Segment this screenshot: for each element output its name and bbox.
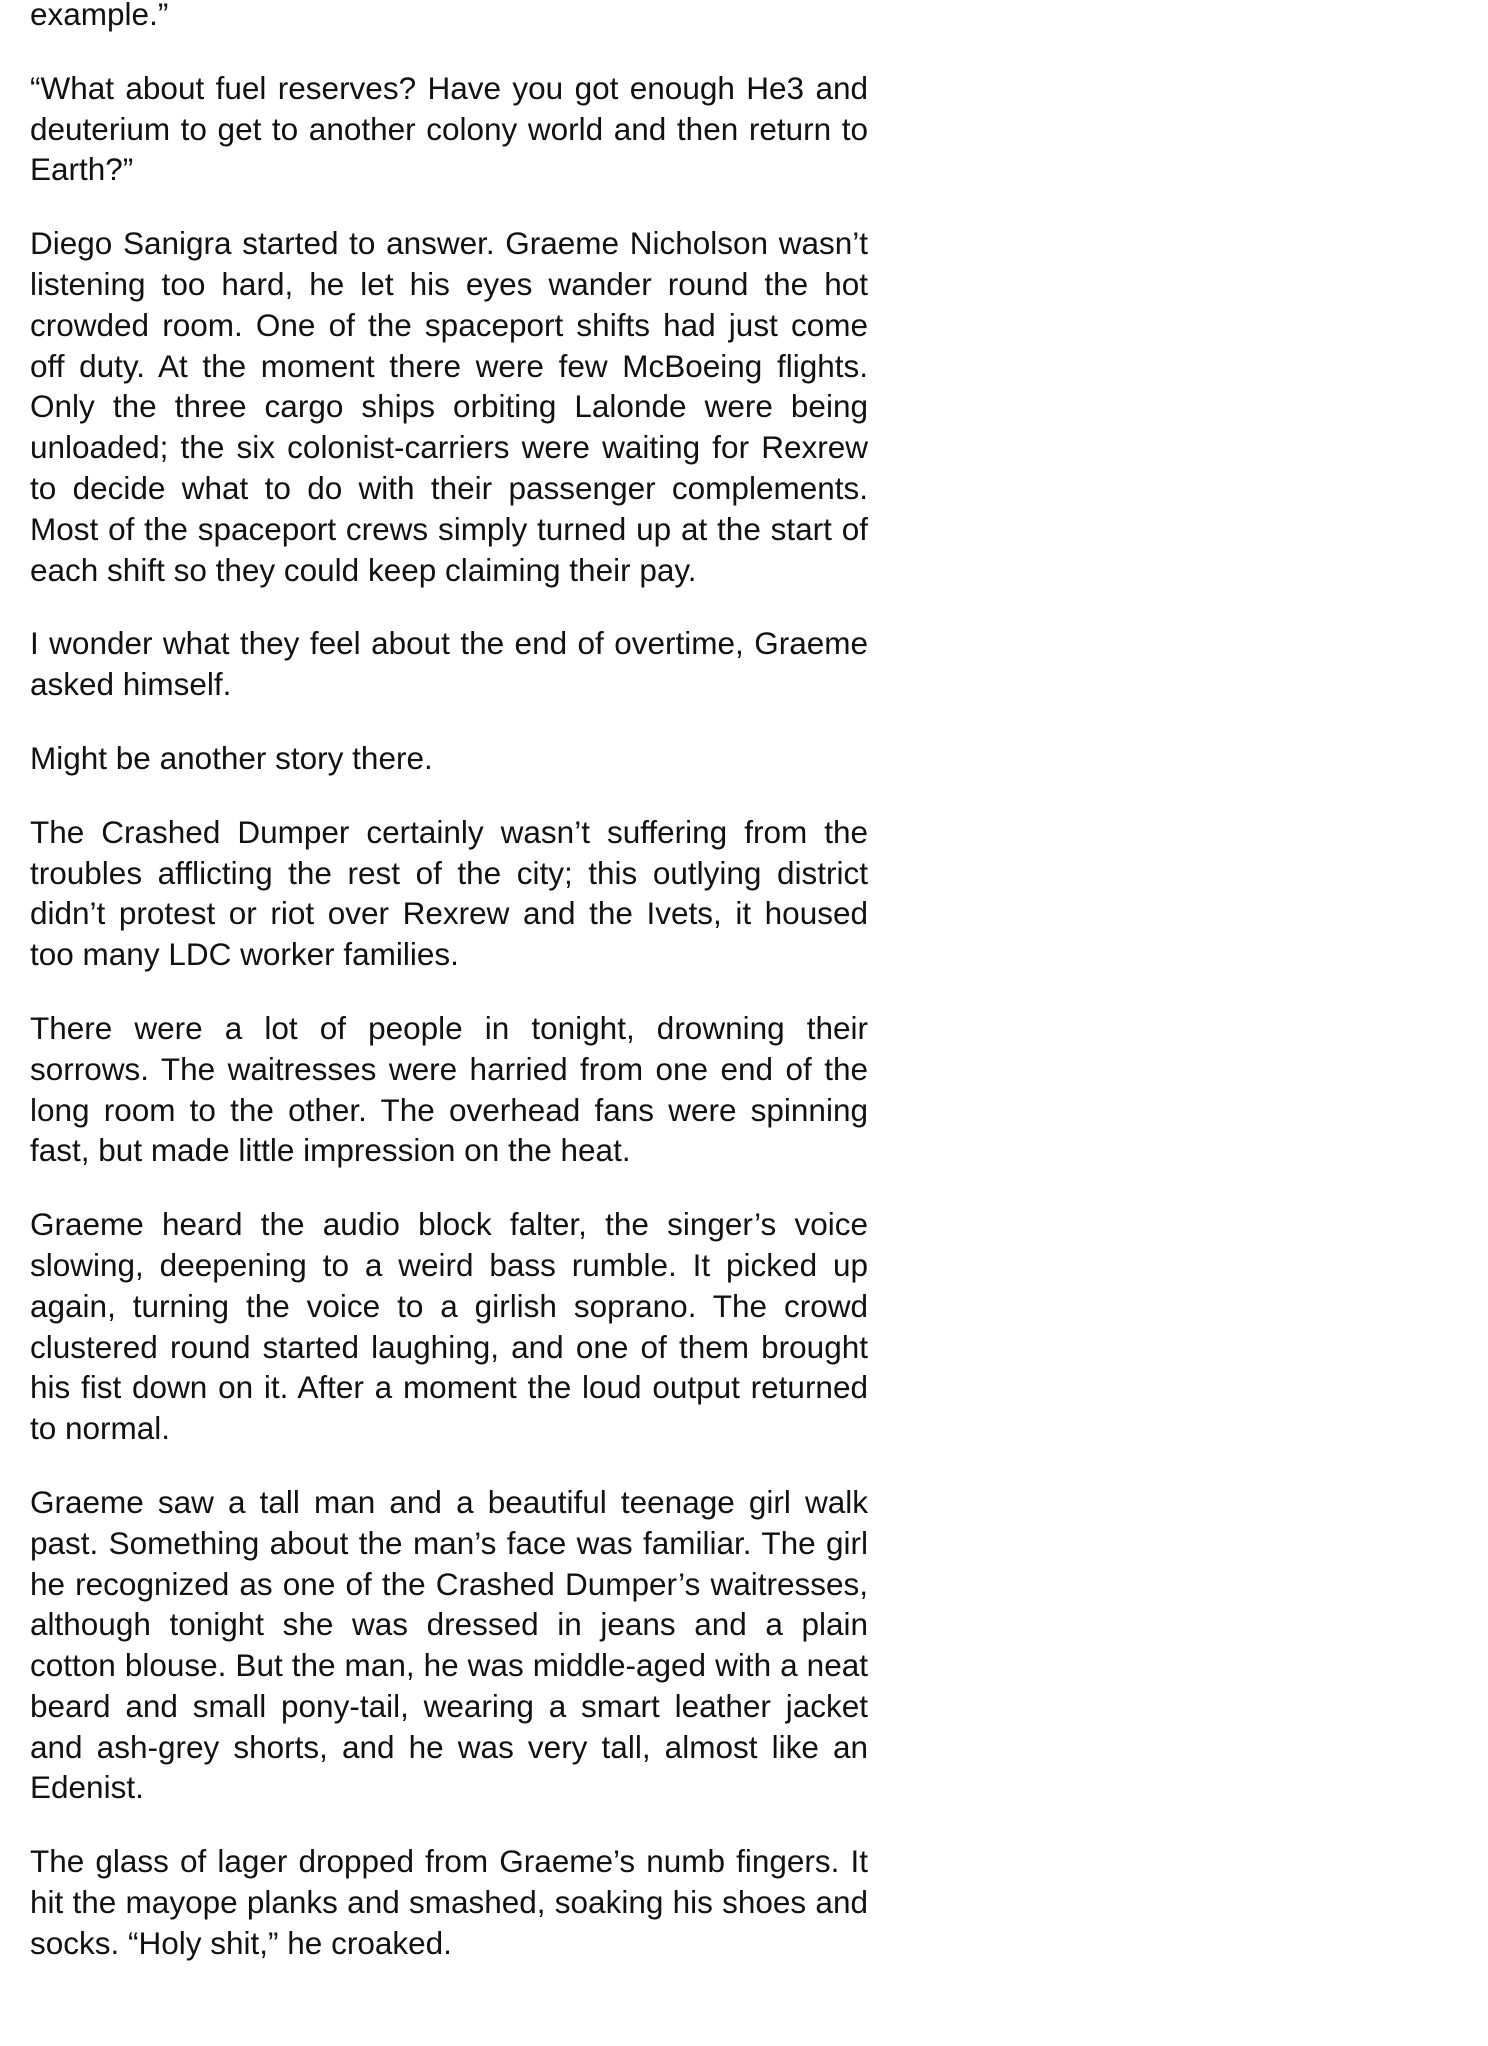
paragraph-9: Graeme saw a tall man and a beautiful teenage girl walk past. Something about the man’s face was familiar. The girl he recognized as one of the Crashed Dumper’s waitresses, although tonight she was dressed in jeans and a plain cotton blouse. But the man, he was middle-aged with a neat beard and small pony-tail, wearing a smart leather jacket and ash-grey shorts, and he was very tall, almost like an Edenist. [30,1483,868,1806]
paragraph-4: I wonder what they feel about the end of overtime, Graeme asked himself. [30,625,868,703]
paragraph-2: “What about fuel reserves? Have you got enough He3 and deuterium to get to another colony world and then return to Earth?” [30,69,868,188]
paragraph-3: Diego Sanigra started to answer. Graeme Nicholson wasn’t listening too hard, he let his eyes wander round the hot crowded room. One of the spaceport shifts had just come off duty. At the moment there were few McBoeing flights. Only the three cargo ships orbiting Lalonde were being unloaded; the six colonist-carriers were waiting for Rexrew to decide what to do with their passenger complements. Most of the spaceport crews simply turned up at the start of each shift so they could keep claiming their pay. [30,225,868,588]
paragraph-5: Might be another story there. [30,739,433,776]
paragraph-8: Graeme heard the audio block falter, the singer’s voice slowing, deepening to a weird bass rumble. It picked up again, turning the voice to a girlish soprano. The crowd clustered round started laughing, and one of them brought his fist down on it. After a moment the loud output returned to normal. [30,1206,868,1447]
paragraph-1: example.” [30,0,169,32]
paragraph-6: The Crashed Dumper certainly wasn’t suffering from the troubles afflicting the rest of the city; this outlying district didn’t protest or riot over Rexrew and the Ivets, it housed too many LDC worker families. [30,813,868,973]
document-page [30,0,868,1997]
paragraph-7: There were a lot of people in tonight, drowning their sorrows. The waitresses were harried from one end of the long room to the other. The overhead fans were spinning fast, but made little impression on the heat. [30,1009,868,1169]
paragraph-10: The glass of lager dropped from Graeme’s numb fingers. It hit the mayope planks and smashed, soaking his shoes and socks. “Holy shit,” he croaked. [30,1843,868,1961]
